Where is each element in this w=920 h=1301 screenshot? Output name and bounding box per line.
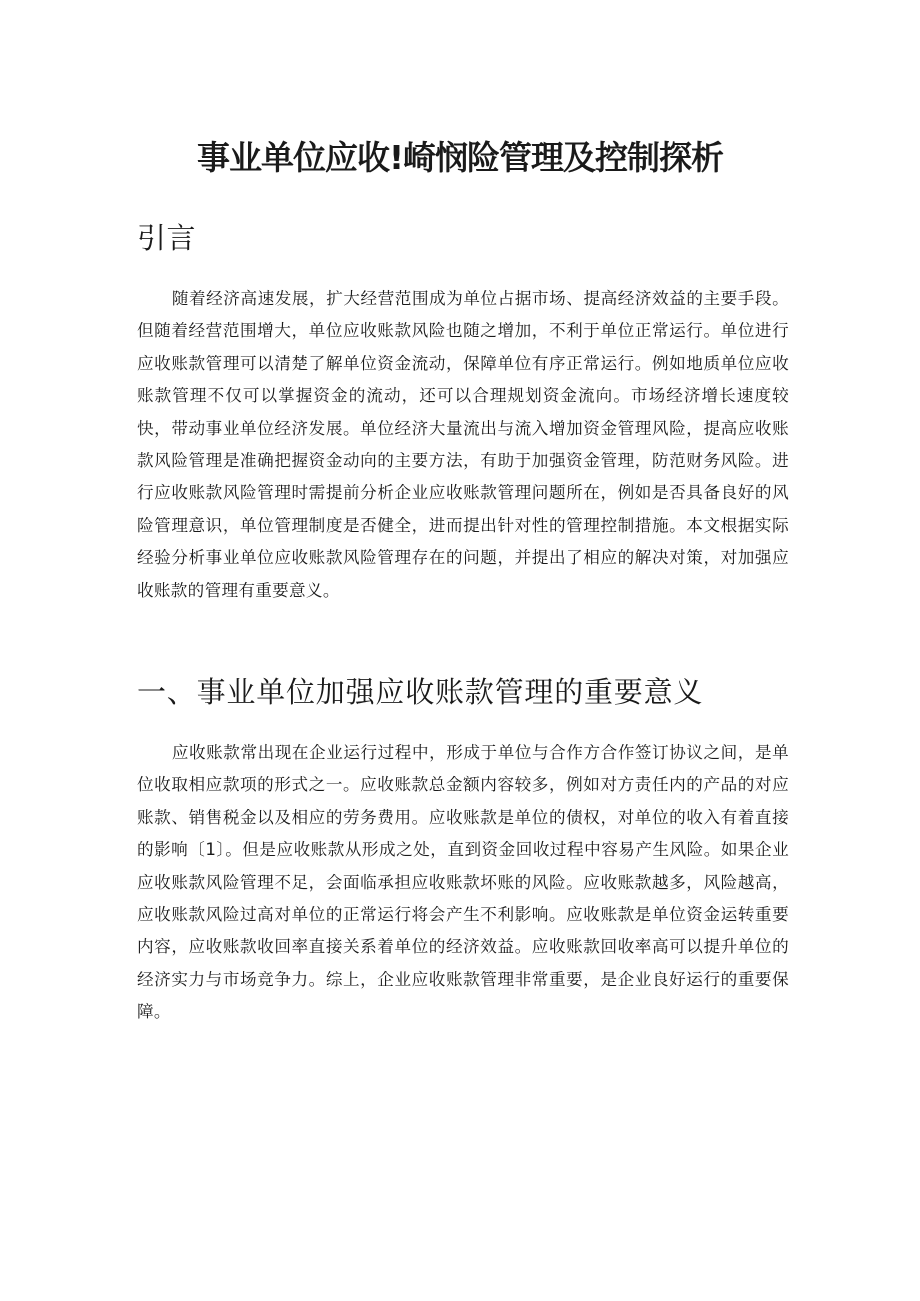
section-heading-introduction: 引言 xyxy=(137,221,197,255)
document-title: 事业单位应收!崎悯险管理及控制探析 xyxy=(196,138,724,177)
introduction-paragraph: 随着经济高速发展，扩大经营范围成为单位占据市场、提高经济效益的主要手段。但随着经营范围增大，单位应收账款风险也随之增加，不利于单位正常运行。单位进行应收账款管理可以清楚了解单位资金流动，保障单位有序正常运行。例如地质单位应收账款管理不仅可以掌握资金的流动，还可以合理规划资金流向。市场经济增长速度较快，带动事业单位经济发展。单位经济大量流出与流入增加资金管理风险，提高应收账款风险管理是准确把握资金动向的主要方法，有助于加强资金管理，防范财务风险。进行应收账款风险管理时需提前分析企业应收账款管理问题所在，例如是否具备良好的风险管理意识，单位管理制度是否健全，进而提出针对性的管理控制措施。本文根据实际经验分析事业单位应收账款风险管理存在的问题，并提出了相应的解决对策，对加强应收账款的管理有重要意义。 xyxy=(137,289,789,600)
section-heading-importance: 一、事业单位加强应收账款管理的重要意义 xyxy=(137,675,704,709)
importance-paragraph: 应收账款常出现在企业运行过程中，形成于单位与合作方合作签订协议之间，是单位收取相应款项的形式之一。应收账款总金额内容较多，例如对方责任内的产品的对应账款、销售税金以及相应的劳务费用。应收账款是单位的债权，对单位的收入有着直接的影响〔1〕。但是应收账款从形成之处，直到资金回收过程中容易产生风险。如果企业应收账款风险管理不足，会面临承担应收账款坏账的风险。应收账款越多，风险越高，应收账款风险过高对单位的正常运行将会产生不利影响。应收账款是单位资金运转重要内容，应收账款收回率直接关系着单位的经济效益。应收账款回收率高可以提升单位的经济实力与市场竞争力。综上，企业应收账款管理非常重要，是企业良好运行的重要保障。 xyxy=(137,743,789,1022)
